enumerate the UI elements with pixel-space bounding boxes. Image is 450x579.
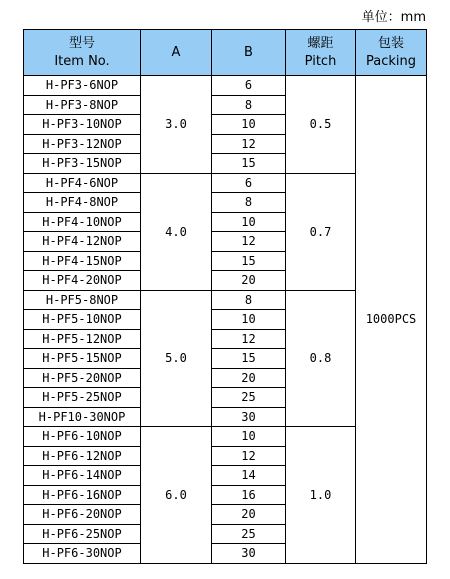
b-value-cell: 6 [212, 173, 286, 193]
b-value-cell: 15 [212, 349, 286, 369]
b-value-cell: 30 [212, 544, 286, 564]
item-no-cell: H-PF3-15NOP [24, 154, 141, 174]
item-no-cell: H-PF5-20NOP [24, 368, 141, 388]
pitch-value-cell: 0.8 [286, 290, 356, 427]
item-no-cell: H-PF4-12NOP [24, 232, 141, 252]
item-no-cell: H-PF4-15NOP [24, 251, 141, 271]
b-value-cell: 25 [212, 388, 286, 408]
header-pitch-cn: 螺距 [307, 35, 334, 51]
b-value-cell: 20 [212, 505, 286, 525]
item-no-cell: H-PF4-6NOP [24, 173, 141, 193]
item-no-cell: H-PF5-12NOP [24, 329, 141, 349]
b-value-cell: 12 [212, 329, 286, 349]
b-value-cell: 8 [212, 290, 286, 310]
b-value-cell: 10 [212, 310, 286, 330]
item-no-cell: H-PF4-20NOP [24, 271, 141, 291]
table-body [24, 76, 427, 564]
pitch-value-cell: 1.0 [286, 427, 356, 564]
spec-table [23, 29, 427, 564]
pitch-value-cell: 0.7 [286, 173, 356, 290]
a-value-cell: 3.0 [141, 76, 212, 174]
b-value-cell: 30 [212, 407, 286, 427]
item-no-cell: H-PF5-25NOP [24, 388, 141, 408]
packing-value-cell: 1000PCS [356, 76, 427, 564]
unit-label: 单位：mm [361, 10, 426, 25]
b-value-cell: 16 [212, 485, 286, 505]
a-value-cell: 5.0 [141, 290, 212, 427]
pitch-value-cell: 0.5 [286, 76, 356, 174]
item-no-cell: H-PF3-8NOP [24, 95, 141, 115]
header-item-en: Item No. [54, 53, 110, 69]
item-no-cell: H-PF5-10NOP [24, 310, 141, 330]
item-no-cell: H-PF5-15NOP [24, 349, 141, 369]
header-item-no [24, 30, 141, 76]
b-value-cell: 8 [212, 95, 286, 115]
item-no-cell: H-PF6-30NOP [24, 544, 141, 564]
item-no-cell: H-PF3-12NOP [24, 134, 141, 154]
b-value-cell: 6 [212, 76, 286, 96]
table-row [24, 76, 427, 96]
b-value-cell: 12 [212, 134, 286, 154]
b-value-cell: 12 [212, 446, 286, 466]
a-value-cell: 4.0 [141, 173, 212, 290]
item-no-cell: H-PF3-6NOP [24, 76, 141, 96]
header-row [24, 30, 427, 76]
b-value-cell: 15 [212, 251, 286, 271]
item-no-cell: H-PF10-30NOP [24, 407, 141, 427]
item-no-cell: H-PF6-20NOP [24, 505, 141, 525]
b-value-cell: 10 [212, 427, 286, 447]
header-packing-en: Packing [365, 53, 416, 69]
b-value-cell: 20 [212, 368, 286, 388]
item-no-cell: H-PF6-16NOP [24, 485, 141, 505]
b-value-cell: 15 [212, 154, 286, 174]
item-no-cell: H-PF6-14NOP [24, 466, 141, 486]
b-value-cell: 8 [212, 193, 286, 213]
header-pitch [286, 30, 356, 76]
b-value-cell: 14 [212, 466, 286, 486]
b-value-cell: 25 [212, 524, 286, 544]
header-pitch-en: Pitch [304, 53, 337, 69]
header-b: B [212, 30, 286, 76]
b-value-cell: 10 [212, 115, 286, 135]
b-value-cell: 12 [212, 232, 286, 252]
item-no-cell: H-PF6-25NOP [24, 524, 141, 544]
b-value-cell: 20 [212, 271, 286, 291]
item-no-cell: H-PF4-8NOP [24, 193, 141, 213]
item-no-cell: H-PF5-8NOP [24, 290, 141, 310]
header-packing-cn: 包装 [377, 35, 404, 51]
item-no-cell: H-PF6-12NOP [24, 446, 141, 466]
a-value-cell: 6.0 [141, 427, 212, 564]
b-value-cell: 10 [212, 212, 286, 232]
item-no-cell: H-PF3-10NOP [24, 115, 141, 135]
item-no-cell: H-PF6-10NOP [24, 427, 141, 447]
header-packing [356, 30, 427, 76]
item-no-cell: H-PF4-10NOP [24, 212, 141, 232]
header-a: A [141, 30, 212, 76]
header-item-cn: 型号 [68, 35, 95, 51]
